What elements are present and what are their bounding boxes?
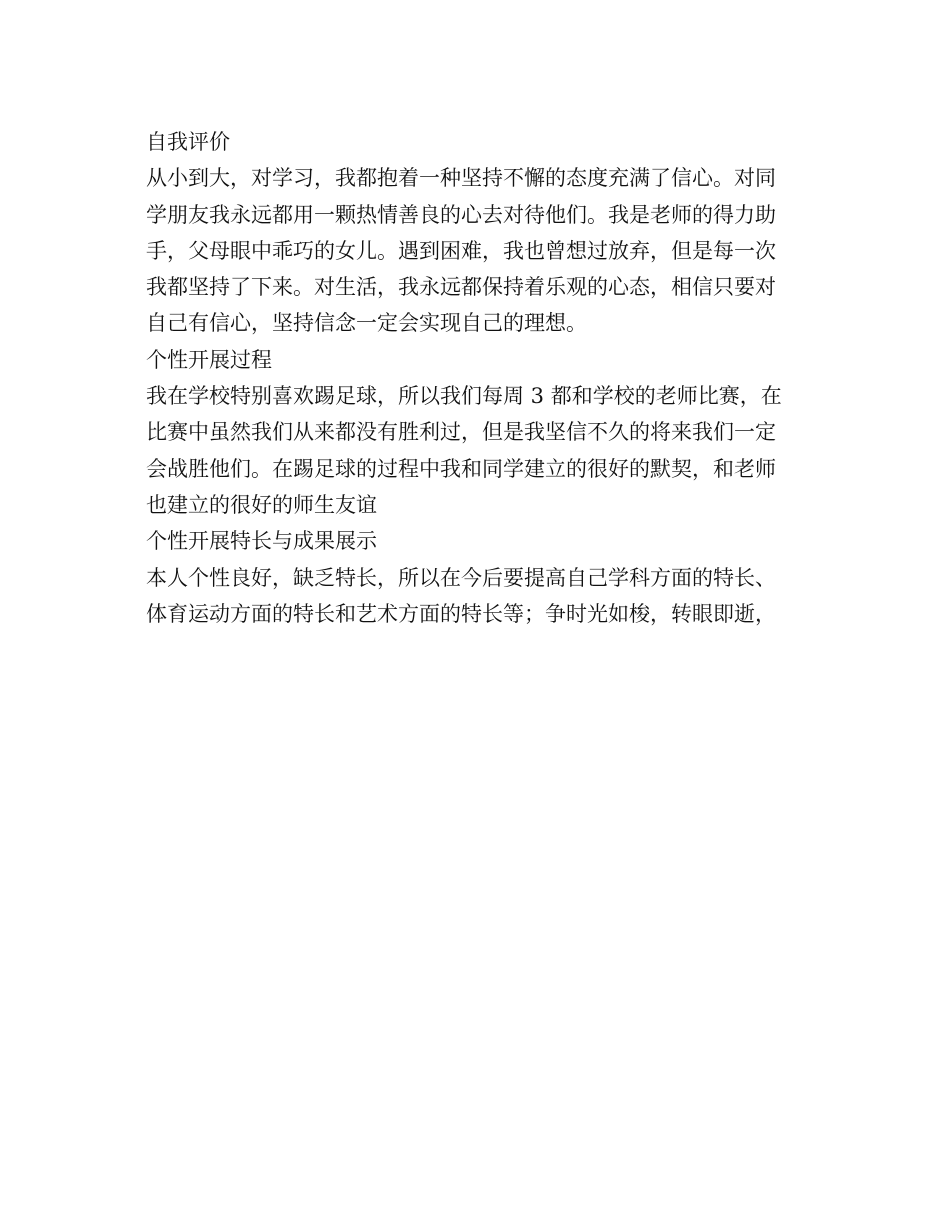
paragraph-line: 比赛中虽然我们从来都没有胜利过，但是我坚信不久的将来我们一定 [146,420,776,445]
paragraph-line: 体育运动方面的特长和艺术方面的特长等；争时光如梭，转眼即逝， [146,601,776,626]
paragraph-line: 手，父母眼中乖巧的女儿。遇到困难，我也曾想过放弃，但是每一次 [146,238,776,263]
section-heading-self-evaluation: 自我评价 [146,130,230,154]
paragraph-line: 我在学校特别喜欢踢足球，所以我们每周 3 都和学校的老师比赛，在 [146,384,782,409]
paragraph-line: 从小到大，对学习，我都抱着一种坚持不懈的态度充满了信心。对同 [146,166,776,191]
paragraph-line: 我都坚持了下来。对生活，我永远都保持着乐观的心态，相信只要对 [146,275,776,300]
document-body [146,124,806,632]
section-heading-strengths-achievements: 个性开展特长与成果展示 [146,529,377,554]
paragraph-line: 自己有信心，坚持信念一定会实现自己的理想。 [146,311,587,336]
paragraph-line: 学朋友我永远都用一颗热情善良的心去对待他们。我是老师的得力助 [146,202,776,227]
paragraph-line: 也建立的很好的师生友谊 [146,492,377,517]
section-heading-development-process: 个性开展过程 [146,347,272,372]
paragraph-line: 本人个性良好，缺乏特长，所以在今后要提高自己学科方面的特长、 [146,565,776,590]
paragraph-line: 会战胜他们。在踢足球的过程中我和同学建立的很好的默契，和老师 [146,456,776,481]
